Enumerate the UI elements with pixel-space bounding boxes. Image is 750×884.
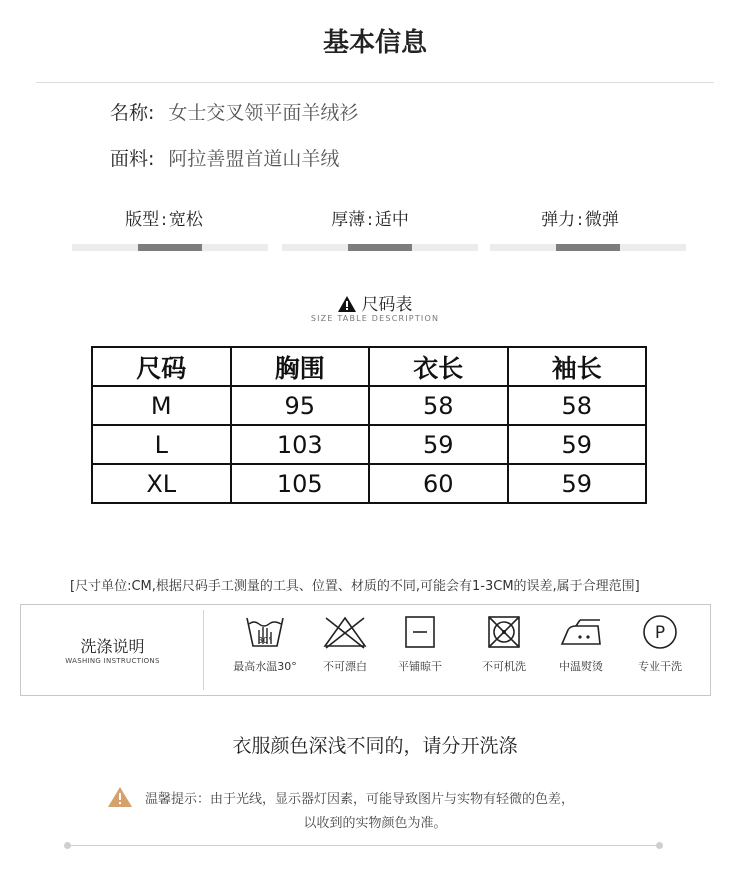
washing-panel-divider	[203, 610, 204, 690]
attr-fit	[64, 205, 264, 230]
iron-medium-icon	[558, 614, 604, 650]
size-table-subheading: SIZE TABLE DESCRIPTION	[310, 314, 440, 323]
table-row	[92, 464, 646, 503]
attr-fit-label: 版型	[125, 210, 160, 230]
table-cell: 105	[231, 464, 370, 503]
care-label: 平铺晾干	[398, 660, 442, 673]
name-label: 名称:	[110, 102, 155, 124]
attr-elasticity-bar	[490, 244, 686, 251]
measurement-note: [尺寸单位:CM,根据尺码手工测量的工具、位置、材质的不同,可能会有1-3CM的误差,属于合理范围]	[70, 579, 640, 594]
washing-subtitle: WASHING INSTRUCTIONS	[65, 657, 160, 665]
divider-dot-right	[656, 842, 663, 849]
attr-thickness-marker	[348, 244, 412, 251]
table-cell: 60	[369, 464, 508, 503]
care-item-no-bleach	[305, 614, 385, 674]
care-label: 最高水温30°	[233, 660, 297, 673]
color-notice: 衣服颜色深浅不同的，请分开洗涤	[232, 735, 518, 757]
attr-elasticity-marker	[556, 244, 620, 251]
care-label: 中温熨烫	[559, 660, 603, 673]
table-cell: 95	[231, 386, 370, 425]
care-item-dry-flat	[380, 614, 460, 674]
no-machine-wash-icon	[486, 614, 522, 650]
table-cell: L	[92, 425, 231, 464]
attr-thickness-label: 厚薄	[331, 210, 366, 230]
table-header-cell: 尺码	[92, 347, 231, 386]
washing-title: 洗涤说明	[80, 637, 145, 656]
table-header-row	[92, 347, 646, 386]
care-item-no-machine-wash	[464, 614, 544, 674]
attr-thickness-value: 适中	[374, 210, 409, 230]
table-cell: 59	[508, 425, 647, 464]
page-title: 基本信息	[322, 28, 427, 58]
attr-thickness-bar	[282, 244, 478, 251]
table-cell: M	[92, 386, 231, 425]
tip-line-1: 温馨提示：由于光线，显示器灯因素，可能导致图片与实物有轻微的色差，	[145, 792, 575, 807]
no-bleach-icon	[322, 614, 368, 650]
dry-clean-letter: P	[654, 623, 666, 643]
table-row	[92, 425, 646, 464]
size-table-heading	[0, 290, 750, 317]
table-cell: 58	[369, 386, 508, 425]
attr-thickness-sep: :	[367, 210, 373, 230]
size-table-heading-text: 尺码表	[361, 295, 413, 315]
care-label: 不可漂白	[323, 660, 367, 673]
attr-fit-value: 宽松	[168, 210, 203, 230]
attr-fit-marker	[138, 244, 202, 251]
attr-elasticity-sep: :	[577, 210, 583, 230]
table-header-cell: 衣长	[369, 347, 508, 386]
hand-wash-icon	[245, 614, 285, 650]
attr-elasticity	[480, 205, 680, 230]
table-row	[92, 386, 646, 425]
attr-elasticity-label: 弹力	[541, 210, 576, 230]
info-name-row	[110, 98, 358, 125]
dry-clean-icon	[640, 614, 680, 650]
table-header-cell: 袖长	[508, 347, 647, 386]
care-label: 专业干洗	[638, 660, 682, 673]
tip-line-2: 以收到的实物颜色为准。	[303, 816, 447, 831]
table-cell: 59	[508, 464, 647, 503]
table-cell: 59	[369, 425, 508, 464]
table-cell: XL	[92, 464, 231, 503]
info-fabric-row	[110, 144, 339, 171]
name-value: 女士交叉领平面羊绒衫	[168, 102, 359, 124]
care-label: 不可机洗	[482, 660, 526, 673]
size-table	[91, 346, 647, 504]
bottom-divider	[68, 845, 660, 846]
attr-fit-sep: :	[161, 210, 167, 230]
care-item-hand-wash	[225, 614, 305, 674]
attr-thickness	[270, 205, 470, 230]
divider-dot-left	[64, 842, 71, 849]
care-item-dry-clean	[620, 614, 700, 674]
fabric-value: 阿拉善盟首道山羊绒	[168, 148, 340, 170]
fabric-label: 面料:	[110, 148, 155, 170]
attr-fit-bar	[72, 244, 268, 251]
title-divider	[36, 82, 714, 83]
caution-icon	[108, 787, 132, 811]
care-item-iron	[541, 614, 621, 674]
table-cell: 103	[231, 425, 370, 464]
dry-flat-icon	[402, 614, 438, 650]
table-cell: 58	[508, 386, 647, 425]
table-header-cell: 胸围	[231, 347, 370, 386]
hand-wash-temp: 30°	[257, 636, 273, 645]
attr-elasticity-value: 微弹	[584, 210, 619, 230]
